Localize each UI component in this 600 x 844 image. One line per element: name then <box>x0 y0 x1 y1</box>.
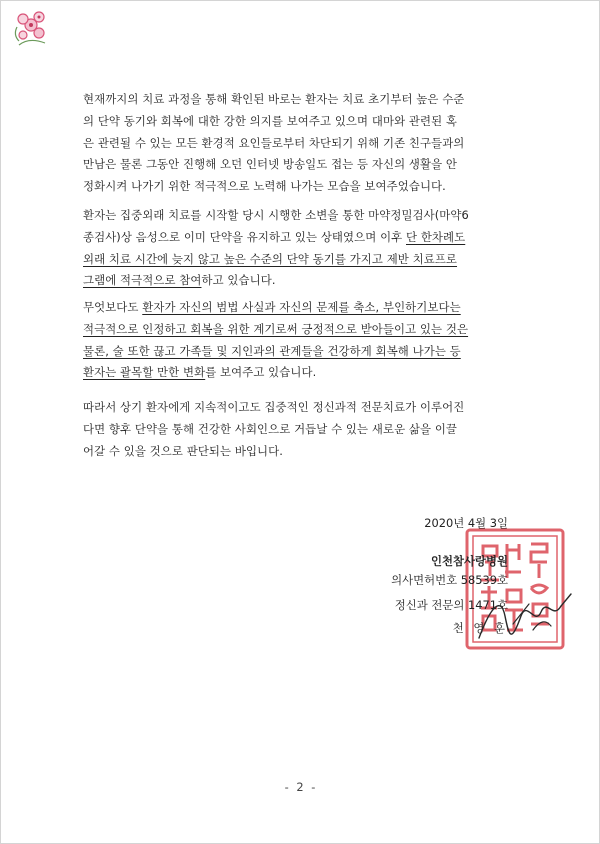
issue-date: 2020년 4월 3일 <box>424 516 508 530</box>
hospital-name: 인천참사랑병원 <box>430 554 508 568</box>
underlined-text-line: 물론, 술 또한 끊고 가족들 및 지인과의 관계들을 건강하게 회복해 나가는 등 <box>83 343 461 358</box>
license-number: 의사면허번호 58539호 <box>391 573 508 587</box>
text-segment: 무엇보다도 <box>83 300 143 314</box>
text-line <box>83 270 523 292</box>
text-line: 현재까지의 치료 과정을 통해 확인된 바로는 환자는 치료 초기부터 높은 수준 <box>83 92 465 106</box>
handwritten-signature <box>471 586 581 646</box>
text-segment: 하고 있습니다. <box>201 273 276 288</box>
text-line: 정화시켜 나가기 위한 적극적으로 노력해 나가는 모습을 보여주었습니다. <box>83 179 446 194</box>
text-line: 따라서 상기 환자에게 지속적이고도 집중적인 정신과적 전문치료가 이루어진 <box>83 400 465 414</box>
text-line: 다면 향후 단약을 통해 건강한 사회인으로 거듭날 수 있는 새로운 삶을 이끌 <box>83 421 458 436</box>
text-line <box>83 297 523 319</box>
underlined-text-line: 외래 치료 시간에 늦지 않고 높은 수준의 단약 동기를 가지고 제반 치료프로 <box>83 251 458 266</box>
specialist-number: 정신과 전문의 1471호 <box>394 598 508 612</box>
text-line: 의 단약 동기와 회복에 대한 강한 의지를 보여주고 있으며 대마와 관련된 혹 <box>83 113 458 128</box>
underlined-text: 환자는 괄목할 만한 변화 <box>83 365 206 380</box>
paragraph-2 <box>83 205 523 292</box>
underlined-text: 단 한차례도 <box>406 229 466 244</box>
text-segment: 를 보여주고 있습니다. <box>205 365 317 380</box>
underlined-text: 그램에 적극적으로 참여 <box>83 273 202 288</box>
page-number: - 2 - <box>284 780 318 794</box>
text-line <box>83 362 523 384</box>
text-line <box>83 227 523 249</box>
text-line: 만남은 물론 그동안 진행해 오던 인터넷 방송일도 접는 등 자신의 생활을 안 <box>83 157 458 172</box>
paragraph-3 <box>83 297 523 384</box>
underlined-text-line: 적극적으로 인정하고 회복을 위한 계기로써 긍정적으로 받아들이고 있는 것은 <box>83 321 469 336</box>
text-segment: 종검사)상 음성으로 이미 단약을 유지하고 있는 상태였으며 이후 <box>83 229 406 244</box>
underlined-text: 환자가 자신의 범법 사실과 자신의 문제를 축소, 부인하기보다는 <box>142 300 461 314</box>
doctor-name: 천 영 훈 <box>452 621 508 635</box>
paragraph-1 <box>83 89 523 198</box>
flower-logo <box>9 5 57 53</box>
text-line: 은 관련될 수 있는 모든 환경적 요인들로부터 차단되기 위해 기존 친구들과의 <box>83 135 465 150</box>
paragraph-4 <box>83 397 523 462</box>
text-line: 어갈 수 있을 것으로 판단되는 바입니다. <box>83 443 283 458</box>
text-line: 환자는 집중외래 치료를 시작할 당시 시행한 소변을 통한 마약정밀검사(마약6 <box>83 208 469 222</box>
